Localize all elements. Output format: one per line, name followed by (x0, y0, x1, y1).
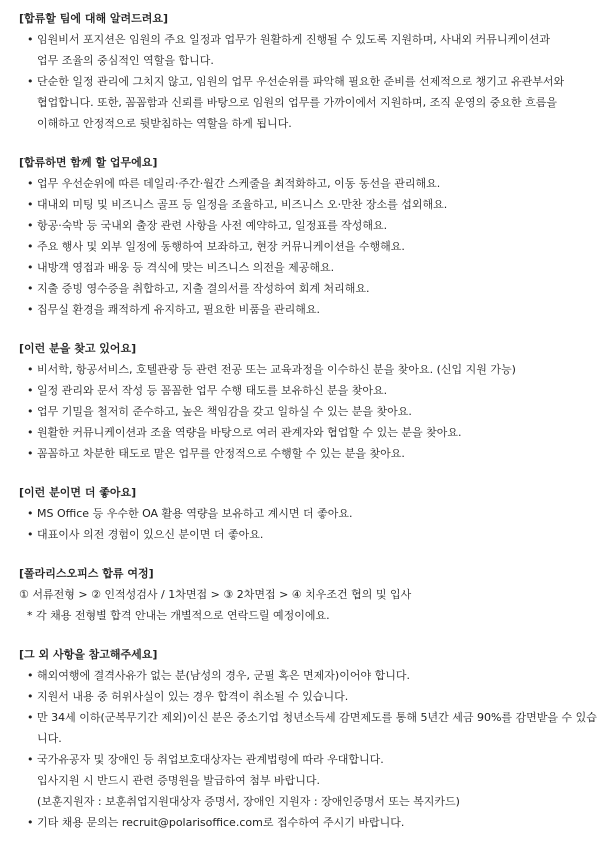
bullet-list (19, 503, 605, 545)
bullet-icon: • (27, 384, 34, 397)
list-item (27, 707, 605, 749)
bullet-list (19, 359, 605, 464)
section-other-notes (19, 644, 605, 833)
bullet-icon: • (27, 75, 34, 88)
list-item-text: 국가유공자 및 장애인 등 취업보호대상자는 관계법령에 따라 우대합니다. (37, 753, 384, 766)
process-steps: ① 서류전형 > ② 인적성검사 / 1차면접 > ③ 2차면접 > ④ 치우조건 협의 및 입사 (19, 588, 412, 601)
list-item-text: 단순한 일정 관리에 그치지 않고, 임원의 업무 우선순위를 파악해 필요한 준비를 선제적으로 챙기고 유관부서와 (37, 75, 565, 88)
list-item-text: 대표이사 의전 경험이 있으신 분이면 더 좋아요. (37, 528, 264, 541)
list-item-text: 지출 증빙 영수증을 취합하고, 지출 결의서를 작성하여 회계 처리해요. (37, 282, 370, 295)
list-item-text: 원활한 커뮤니케이션과 조율 역량을 바탕으로 여러 관계자와 협업할 수 있는 분을 찾아요. (37, 426, 462, 439)
list-item-text: 주요 행사 및 외부 일정에 동행하여 보좌하고, 현장 커뮤니케이션을 수행해요. (37, 240, 405, 253)
list-item (27, 812, 605, 833)
list-item (27, 359, 605, 380)
bullet-icon: • (27, 261, 34, 274)
list-item-text: 업무 기밀을 철저히 준수하고, 높은 책임감을 갖고 일하실 수 있는 분을 찾아요. (37, 405, 412, 418)
bullet-icon: • (27, 33, 34, 46)
list-item (27, 215, 605, 236)
section-requirements (19, 338, 605, 464)
list-item (27, 665, 605, 686)
list-item-text: 대내외 미팅 및 비즈니스 골프 등 일정을 조율하고, 비즈니스 오·만찬 장소를 섭외해요. (37, 198, 448, 211)
bullet-list (19, 29, 605, 134)
list-item (27, 686, 605, 707)
list-item (27, 749, 605, 812)
section-duties (19, 152, 605, 320)
bullet-icon: • (27, 753, 34, 766)
list-item-text: 일정 관리와 문서 작성 등 꼼꼼한 업무 수행 태도를 보유하신 분을 찾아요. (37, 384, 388, 397)
list-item-text: 집무실 환경을 쾌적하게 유지하고, 필요한 비품을 관리해요. (37, 303, 320, 316)
list-item-text: 비서학, 항공서비스, 호텔관광 등 관련 전공 또는 교육과정을 이수하신 분을 찾아요. (신입 지원 가능) (37, 363, 516, 376)
bullet-icon: • (27, 528, 34, 541)
list-item-text: 니다. (37, 732, 62, 745)
list-item (27, 194, 605, 215)
section-title: [이런 분을 찾고 있어요] (19, 342, 137, 355)
bullet-icon: • (27, 198, 34, 211)
section-title: [폴라리스오피스 합류 여정] (19, 567, 154, 580)
list-item-text: 협업합니다. 또한, 꼼꼼함과 신뢰를 바탕으로 임원의 업무를 가까이에서 지원하며, 조직 운영의 중요한 흐름을 (37, 96, 557, 109)
process-note: * 각 채용 전형별 합격 안내는 개별적으로 연락드릴 예정이에요. (27, 609, 330, 622)
list-item (27, 71, 605, 134)
section-hiring-process (19, 563, 605, 626)
bullet-icon: • (27, 219, 34, 232)
bullet-icon: • (27, 690, 34, 703)
list-item-text: 입사지원 시 반드시 관련 증명원을 발급하여 첨부 바랍니다. (37, 774, 320, 787)
list-item (27, 236, 605, 257)
bullet-icon: • (27, 177, 34, 190)
bullet-icon: • (27, 240, 34, 253)
bullet-icon: • (27, 669, 34, 682)
bullet-icon: • (27, 447, 34, 460)
list-item-text: 항공·숙박 등 국내외 출장 관련 사항을 사전 예약하고, 일정표를 작성해요. (37, 219, 388, 232)
section-title: [합류할 팀에 대해 알려드려요] (19, 12, 169, 25)
section-title: [합류하면 함께 할 업무에요] (19, 156, 158, 169)
bullet-icon: • (27, 282, 34, 295)
list-item-text: 업무 우선순위에 따른 데일리·주간·월간 스케줄을 최적화하고, 이동 동선을 관리해요. (37, 177, 441, 190)
list-item-text: MS Office 등 우수한 OA 활용 역량을 보유하고 계시면 더 좋아요. (37, 507, 353, 520)
list-item (27, 29, 605, 71)
list-item (27, 380, 605, 401)
list-item (27, 422, 605, 443)
bullet-icon: • (27, 363, 34, 376)
list-item-text: (보훈지원자 : 보훈취업지원대상자 증명서, 장애인 지원자 : 장애인증명서 또는 복지카드) (37, 795, 460, 808)
list-item (27, 257, 605, 278)
list-item (27, 278, 605, 299)
section-preferred (19, 482, 605, 545)
list-item (27, 503, 605, 524)
section-team-intro (19, 8, 605, 134)
bullet-list (19, 665, 605, 833)
section-title: [이런 분이면 더 좋아요] (19, 486, 137, 499)
list-item (27, 443, 605, 464)
bullet-icon: • (27, 711, 34, 724)
list-item-text: 이해하고 안정적으로 뒷받침하는 역할을 하게 됩니다. (37, 117, 292, 130)
list-item-text: 내방객 영접과 배웅 등 격식에 맞는 비즈니스 의전을 제공해요. (37, 261, 335, 274)
bullet-icon: • (27, 303, 34, 316)
list-item-text: 만 34세 이하(군복무기간 제외)이신 분은 중소기업 청년소득세 감면제도를 통해 5년간 세금 90%를 감면받을 수 있습 (37, 711, 597, 724)
list-item-text: 지원서 내용 중 허위사실이 있는 경우 합격이 취소될 수 있습니다. (37, 690, 349, 703)
list-item (27, 524, 605, 545)
list-item-text: 꼼꼼하고 차분한 태도로 맡은 업무를 안정적으로 수행할 수 있는 분을 찾아요. (37, 447, 405, 460)
list-item-text: 업무 조율의 중심적인 역할을 합니다. (37, 54, 214, 67)
list-item (27, 299, 605, 320)
list-item (27, 401, 605, 422)
bullet-icon: • (27, 816, 34, 829)
bullet-icon: • (27, 426, 34, 439)
list-item-text: 기타 채용 문의는 recruit@polarisoffice.com로 접수하여 주시기 바랍니다. (37, 816, 405, 829)
list-item (27, 173, 605, 194)
list-item-text: 임원비서 포지션은 임원의 주요 일정과 업무가 원활하게 진행될 수 있도록 지원하며, 사내외 커뮤니케이션과 (37, 33, 550, 46)
section-title: [그 외 사항을 참고해주세요] (19, 648, 158, 661)
bullet-icon: • (27, 405, 34, 418)
bullet-list (19, 173, 605, 320)
list-item-text: 해외여행에 결격사유가 없는 분(남성의 경우, 군필 혹은 면제자)이어야 합니다. (37, 669, 410, 682)
bullet-icon: • (27, 507, 34, 520)
